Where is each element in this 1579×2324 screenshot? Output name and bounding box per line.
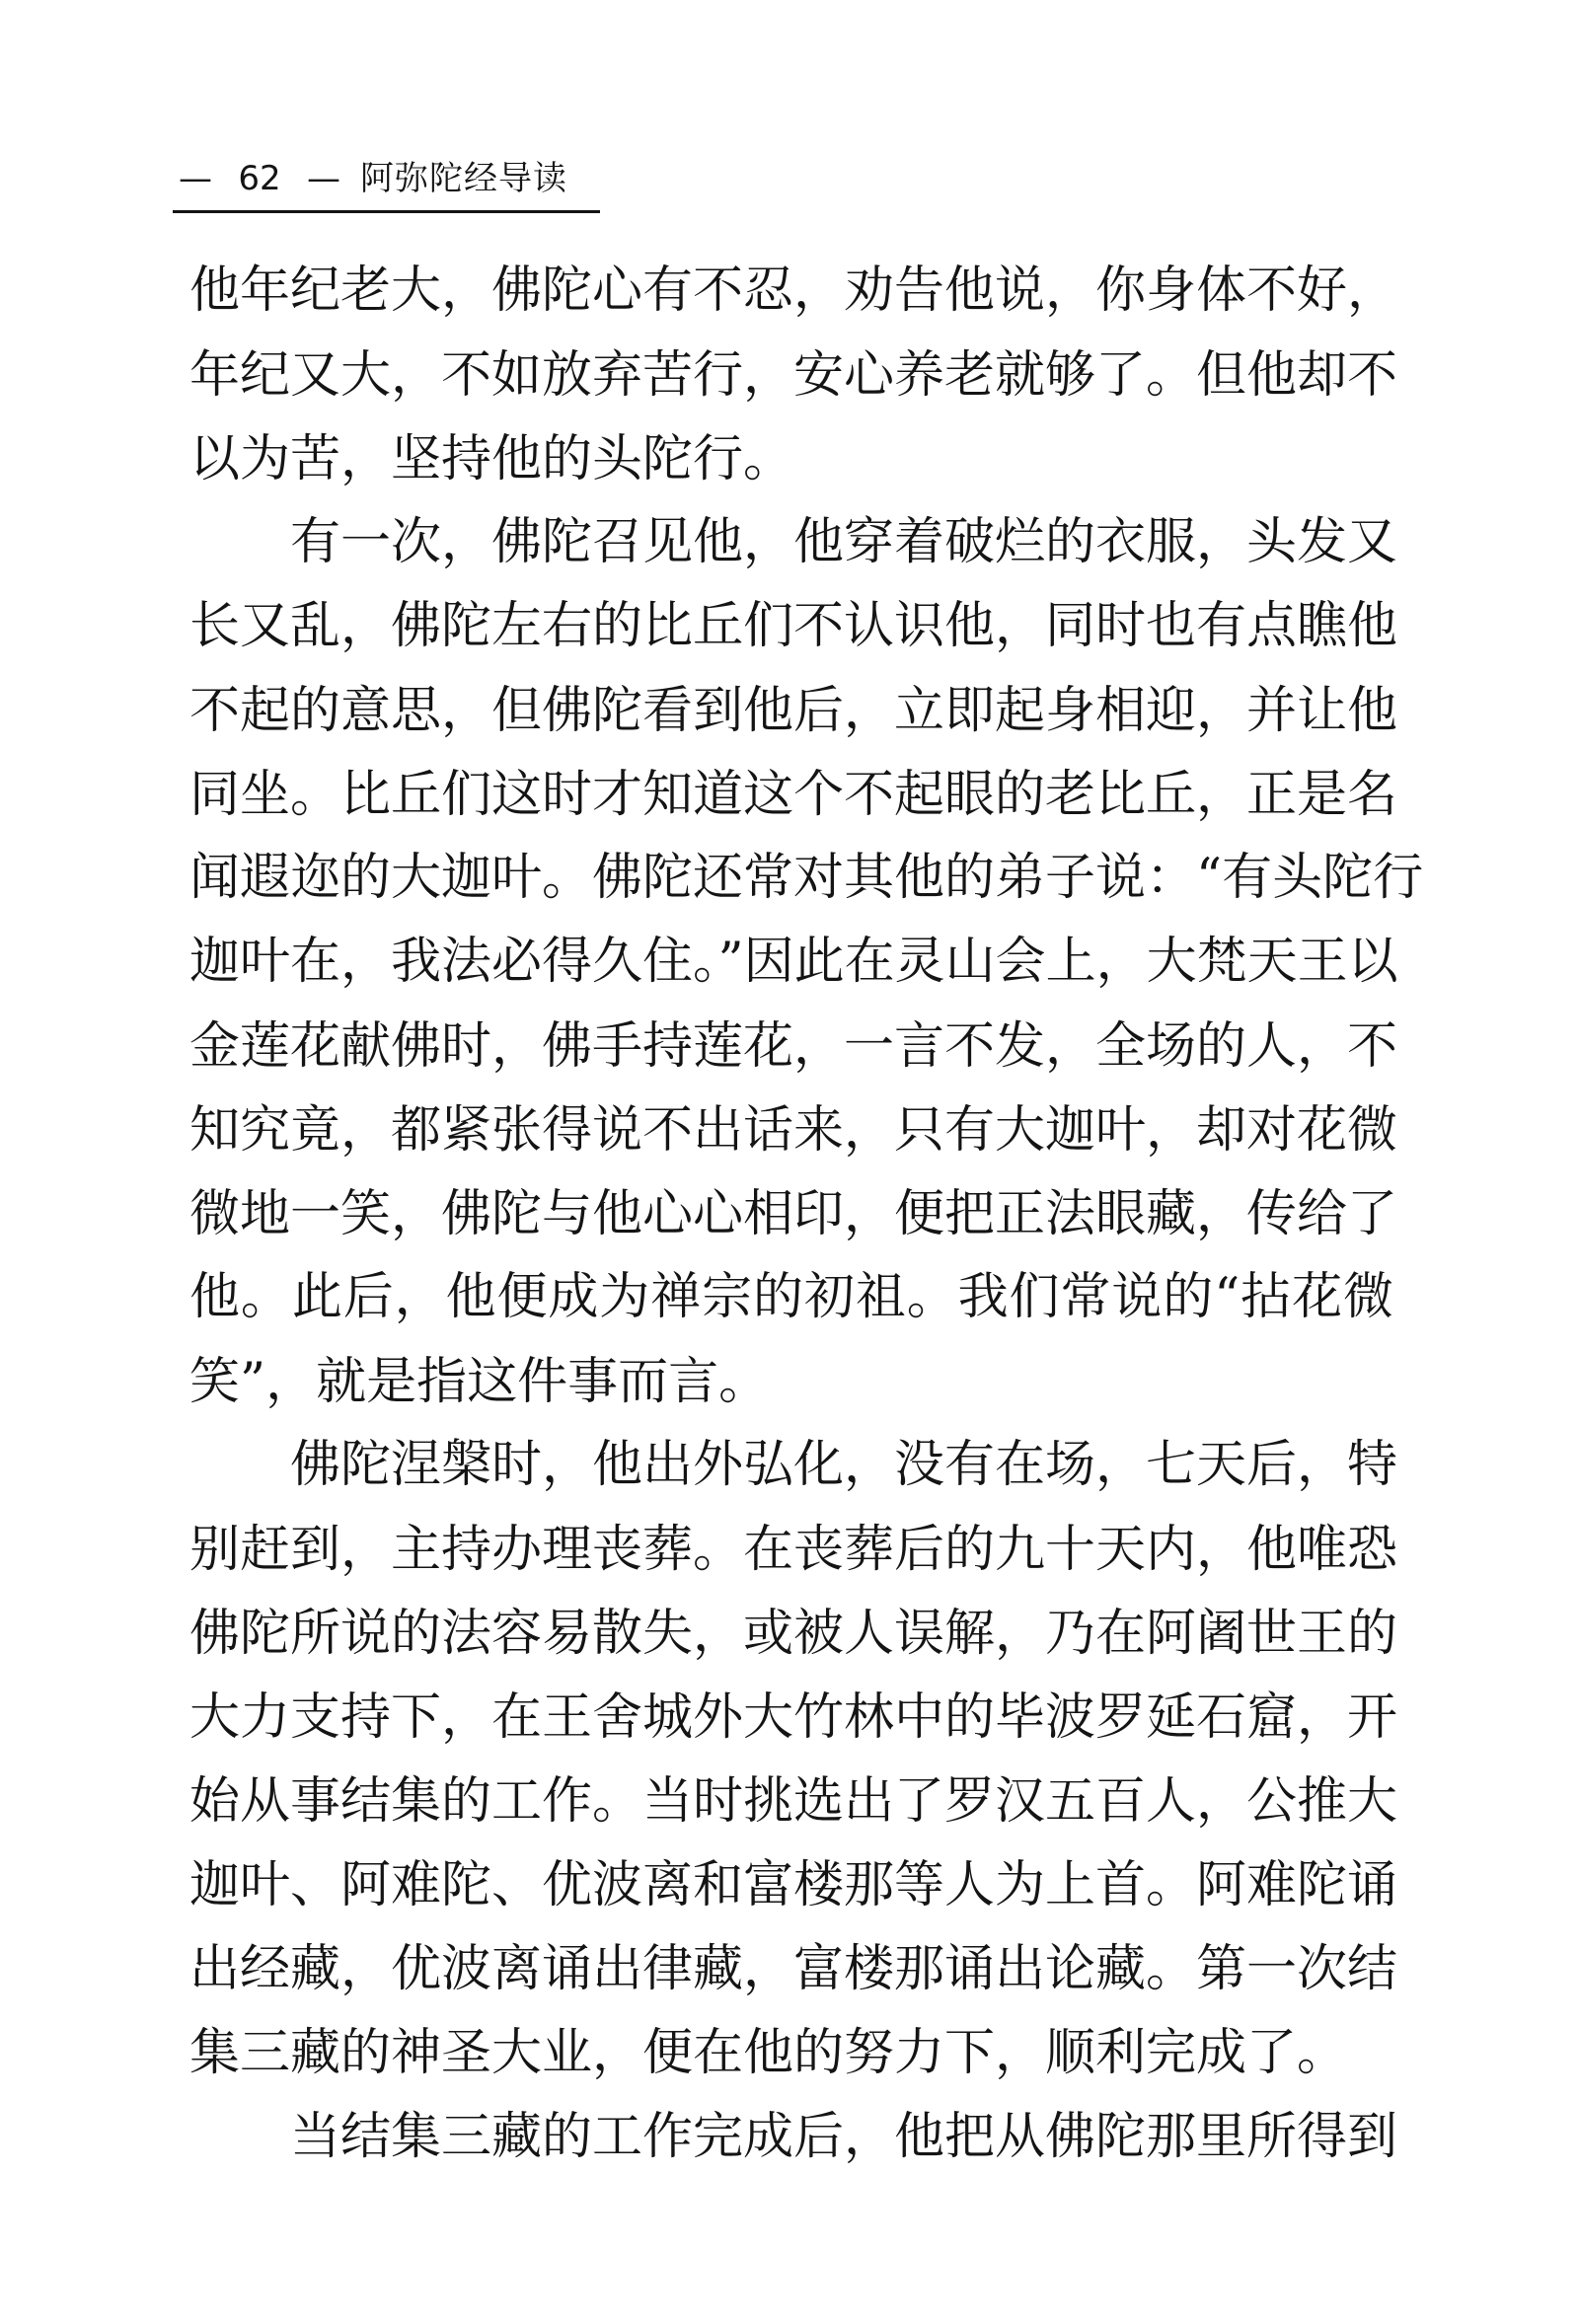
text-line: 出经藏，优波离诵出律藏，富楼那诵出论藏。第一次结 <box>189 1940 1398 1998</box>
text-line: 他。此后，他便成为禅宗的初祖。我们常说的“拈花微 <box>189 1268 1393 1326</box>
text-line: 大力支持下，在王舍城外大竹林中的毕波罗延石窟，开 <box>189 1688 1398 1747</box>
text-line: 迦叶、阿难陀、优波离和富楼那等人为上首。阿难陀诵 <box>189 1856 1398 1914</box>
text-line: 不起的意思，但佛陀看到他后，立即起身相迎，并让他 <box>189 682 1398 740</box>
text-line: 佛陀涅槃时，他出外弘化，没有在场，七天后，特 <box>290 1436 1398 1494</box>
text-line: 始从事结集的工作。当时挑选出了罗汉五百人，公推大 <box>189 1772 1398 1831</box>
text-line: 长又乱，佛陀左右的比丘们不认识他，同时也有点瞧他 <box>189 597 1398 655</box>
header-dash-right: — <box>307 159 340 198</box>
text-line: 迦叶在，我法必得久住。”因此在灵山会上，大梵天王以 <box>189 933 1398 991</box>
book-title: 阿弥陀经导读 <box>360 159 567 198</box>
text-line: 集三藏的神圣大业，便在他的努力下，顺利完成了。 <box>189 2024 1348 2082</box>
text-line: 他年纪老大，佛陀心有不忍，劝告他说，你身体不好， <box>189 262 1398 320</box>
text-line: 微地一笑，佛陀与他心心相印，便把正法眼藏，传给了 <box>189 1185 1398 1243</box>
text-line: 知究竟，都紧张得说不出话来，只有大迦叶，却对花微 <box>189 1101 1398 1160</box>
page-header <box>173 148 600 209</box>
header-dash-left: — <box>179 159 212 198</box>
text-line: 金莲花献佛时，佛手持莲花，一言不发，全场的人，不 <box>189 1017 1398 1076</box>
header-rule <box>173 210 600 213</box>
text-line: 佛陀所说的法容易散失，或被人误解，乃在阿阇世王的 <box>189 1605 1398 1663</box>
text-line: 闻遐迩的大迦叶。佛陀还常对其他的弟子说：“有头陀行 <box>189 849 1424 907</box>
text-line: 有一次，佛陀召见他，他穿着破烂的衣服，头发又 <box>290 513 1398 571</box>
text-line: 别赶到，主持办理丧葬。在丧葬后的九十天内，他唯恐 <box>189 1521 1398 1579</box>
text-line: 年纪又大，不如放弃苦行，安心养老就够了。但他却不 <box>189 346 1398 405</box>
text-line: 当结集三藏的工作完成后，他把从佛陀那里所得到 <box>290 2108 1398 2166</box>
text-line: 以为苦，坚持他的头陀行。 <box>189 430 794 488</box>
page-number: 62 <box>238 159 281 198</box>
text-line: 同坐。比丘们这时才知道这个不起眼的老比丘，正是名 <box>189 766 1398 824</box>
text-line: 笑”，就是指这件事而言。 <box>189 1353 770 1411</box>
